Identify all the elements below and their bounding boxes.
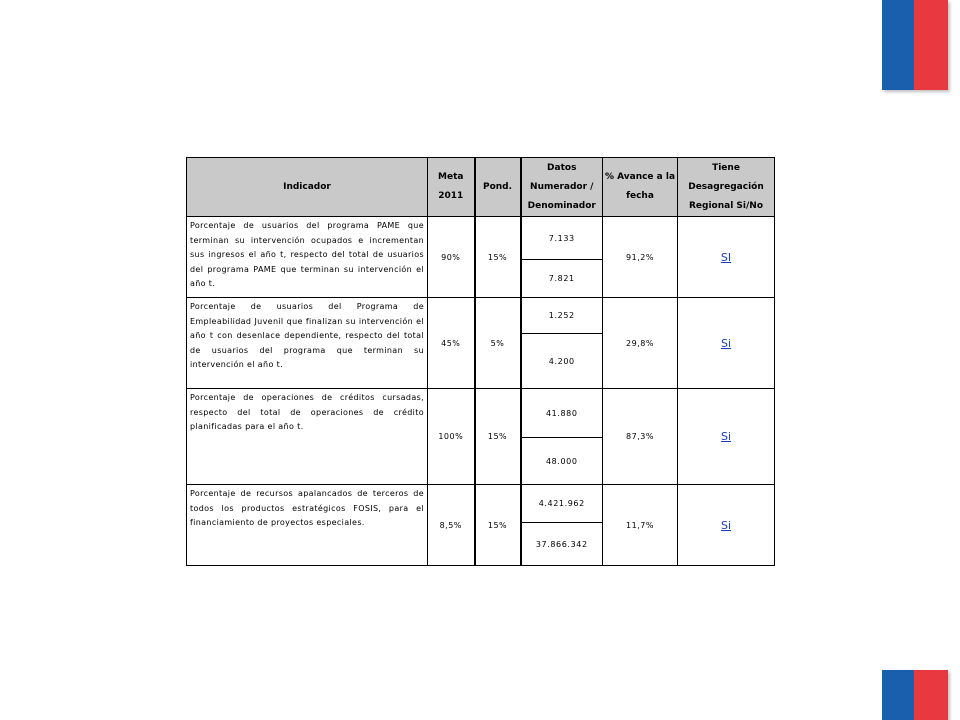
indicador-text: Porcentaje de usuarios del programa PAME que terminan su intervención ocupados e incrementan sus ingresos el año t, respecto del total de usuarios del programa PAME que terminan su intervención el año t. <box>190 221 424 288</box>
pond-cell: 15% <box>475 485 521 566</box>
avance-cell: 11,7% <box>603 485 678 566</box>
flag-blue-stripe <box>882 0 914 90</box>
denominador-value: 37.866.342 <box>535 539 588 549</box>
regional-link[interactable]: Si <box>720 336 732 350</box>
indicador-text: Porcentaje de usuarios del Programa de Empleabilidad Juvenil que finalizan su intervención el año t con desenlace dependiente, respecto del total de usuarios del programa que terminan su intervención el año t. <box>190 302 424 369</box>
indicador-cell <box>187 389 428 485</box>
avance-cell: 91,2% <box>603 217 678 298</box>
meta-cell: 90% <box>428 217 475 298</box>
indicador-cell <box>187 217 428 298</box>
flag-red-stripe <box>914 670 948 720</box>
flag-decoration-top <box>882 0 948 90</box>
pond-cell: 15% <box>475 389 521 485</box>
datos-cell <box>521 298 603 389</box>
denominador-value: 48.000 <box>545 456 578 466</box>
meta-cell: 8,5% <box>428 485 475 566</box>
numerador-value: 7.133 <box>522 217 603 260</box>
indicators-table <box>186 157 775 566</box>
regional-link[interactable]: Si <box>720 430 732 443</box>
table-row <box>187 298 775 389</box>
table-row <box>187 217 775 298</box>
indicador-text: Porcentaje de recursos apalancados de terceros de todos los productos estratégicos FOSIS, para el financiamiento de proyectos especiales. <box>190 489 424 527</box>
meta-cell: 100% <box>428 389 475 485</box>
numerador-value: 4.421.962 <box>522 485 603 523</box>
regional-link[interactable]: SI <box>720 250 732 264</box>
datos-cell <box>521 389 603 485</box>
regional-link[interactable]: Si <box>720 518 732 532</box>
indicador-cell <box>187 485 428 566</box>
denominador-value: 7.821 <box>548 274 575 283</box>
indicador-text: Porcentaje de operaciones de créditos cursadas, respecto del total de operaciones de crédito planificadas para el año t. <box>190 393 424 431</box>
header-avance: % Avance a la fecha <box>603 158 678 217</box>
flag-decoration-bottom <box>882 670 948 720</box>
table-row <box>187 389 775 485</box>
indicador-cell <box>187 298 428 389</box>
meta-cell: 45% <box>428 298 475 389</box>
avance-cell: 87,3% <box>603 389 678 485</box>
denominador-value: 4.200 <box>548 356 575 366</box>
pond-cell: 5% <box>475 298 521 389</box>
header-regional: Tiene Desagregación Regional Si/No <box>678 158 775 217</box>
flag-blue-stripe <box>882 670 914 720</box>
table-header-row <box>187 158 775 217</box>
datos-cell <box>521 485 603 566</box>
header-indicador: Indicador <box>187 158 428 217</box>
header-datos: Datos Numerador / Denominador <box>521 158 603 217</box>
numerador-value: 41.880 <box>522 389 603 438</box>
regional-cell <box>678 217 775 298</box>
header-meta: Meta 2011 <box>428 158 475 217</box>
table-row <box>187 485 775 566</box>
header-pond: Pond. <box>475 158 521 217</box>
avance-cell: 29,8% <box>603 298 678 389</box>
regional-cell <box>678 389 775 485</box>
numerador-value: 1.252 <box>522 298 603 334</box>
datos-cell <box>521 217 603 298</box>
pond-cell: 15% <box>475 217 521 298</box>
regional-cell <box>678 298 775 389</box>
flag-red-stripe <box>914 0 948 90</box>
regional-cell <box>678 485 775 566</box>
